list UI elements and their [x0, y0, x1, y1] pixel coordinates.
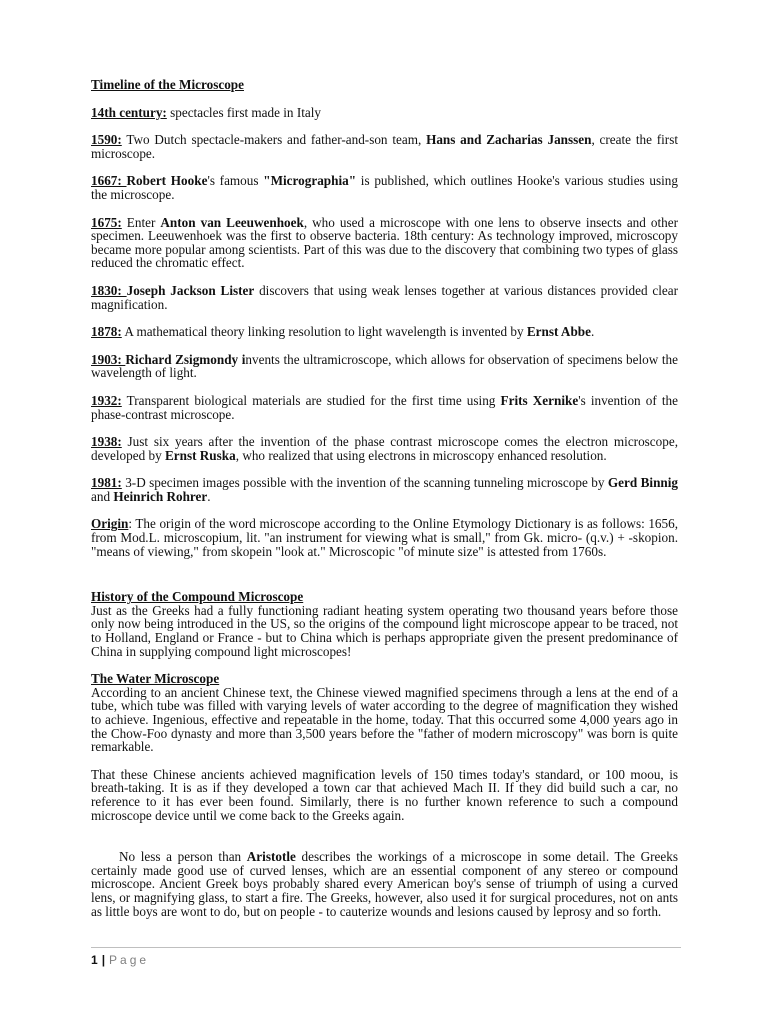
document-page	[91, 78, 678, 932]
entry-1830: 1830: Joseph Jackson Lister discovers that using weak lenses together at various distances provided clear magnification.	[91, 282, 678, 312]
entry-1981: 1981: 3-D specimen images possible with the invention of the scanning tunneling microscope by Gerd Binnig and Heinrich Rohrer.	[91, 475, 678, 504]
aristotle-paragraph: No less a person than Aristotle describes the workings of a microscope in some detail. The Greeks certainly made good use of curved lenses, which are an essential component of any stereo or compound microscope. Ancient Greek boys probably shared every American boy's sense of triumph of using a curved lens, or magnifying glass, to start a fire. The Greeks, however, also used it for surgical procedures, not on ants as little boys are wont to do, but on people - to cauterize wounds and lesions caused by leprosy and so forth.	[91, 849, 678, 919]
entry-14th-century: 14th century: spectacles first made in Italy	[91, 104, 321, 120]
entry-1667: 1667: Robert Hooke's famous "Micrographia" is published, which outlines Hooke's various studies using the microscope.	[91, 173, 678, 202]
page-label: Page	[109, 953, 150, 967]
compound-paragraph: Just as the Greeks had a fully functioning radiant heating system operating two thousand years before those only now being introduced in the US, so the origins of the compound light microscope appear to be traced, not to Holland, England or France - but to China which is perhaps appropriate given the present predominance of China in supplying compound light microscopes!	[91, 602, 678, 659]
page-number: 1	[91, 953, 98, 967]
footer-separator: |	[101, 953, 106, 967]
water-heading: The Water Microscope	[91, 671, 220, 687]
page-footer	[91, 953, 149, 967]
entry-1938: 1938: Just six years after the invention of the phase contrast microscope comes the electron microscope, developed by Ernst Ruska, who realized that using electrons in microscopy enhanced resolution.	[91, 434, 678, 463]
footer-divider	[91, 947, 681, 948]
entry-1932: 1932: Transparent biological materials are studied for the first time using Frits Xernike's invention of the phase-contrast microscope.	[91, 392, 679, 422]
entry-1878: 1878: A mathematical theory linking resolution to light wavelength is invented by Ernst Abbe.	[91, 324, 595, 340]
water-paragraph-1: According to an ancient Chinese text, the Chinese viewed magnified specimens through a lens at the end of a tube, which tube was filled with varying levels of water according to the degree of magnification they wished to achieve. Ingenious, effective and repeatable in the home, today. That this occurred some 4,000 years ago in the Chow-Foo dynasty and more than 3,500 years before the "father of modern microscopy" was born is quite remarkable.	[91, 684, 678, 755]
entry-1903: 1903: Richard Zsigmondy invents the ultramicroscope, which allows for observation of specimens below the wavelength of light.	[91, 351, 678, 381]
entry-1590: 1590: Two Dutch spectacle-makers and father-and-son team, Hans and Zacharias Janssen, create the first microscope.	[91, 132, 678, 161]
water-paragraph-2: That these Chinese ancients achieved magnification levels of 150 times today's standard, or 100 moou, is breath-taking. It is as if they developed a town car that achieved Mach II. If they did build such a car, no reference to it has ever been found. Similarly, there is no further known reference to such a compound microscope device until we come back to the Greeks again.	[91, 766, 678, 823]
compound-heading: History of the Compound Microscope	[91, 589, 304, 605]
entry-1675: 1675: Enter Anton van Leeuwenhoek, who used a microscope with one lens to observe insects and other specimen. Leeuwenhoek was the first to observe bacteria. 18th century: As technology improved, microscopy became more popular among scientists. Part of this was due to the discovery that combining two types of glass reduced the chromatic effect.	[91, 214, 678, 271]
timeline-title: Timeline of the Microscope	[91, 77, 244, 92]
origin-paragraph: Origin: The origin of the word microscope according to the Online Etymology Dictionary is as follows: 1656, from Mod.L. microscopium, lit. "an instrument for viewing what is small," from Gk. micro- (q.v.) + -skopion. "means of viewing," from skopein "look at." Microscopic "of minute size" is attested from 1760s.	[91, 516, 678, 559]
